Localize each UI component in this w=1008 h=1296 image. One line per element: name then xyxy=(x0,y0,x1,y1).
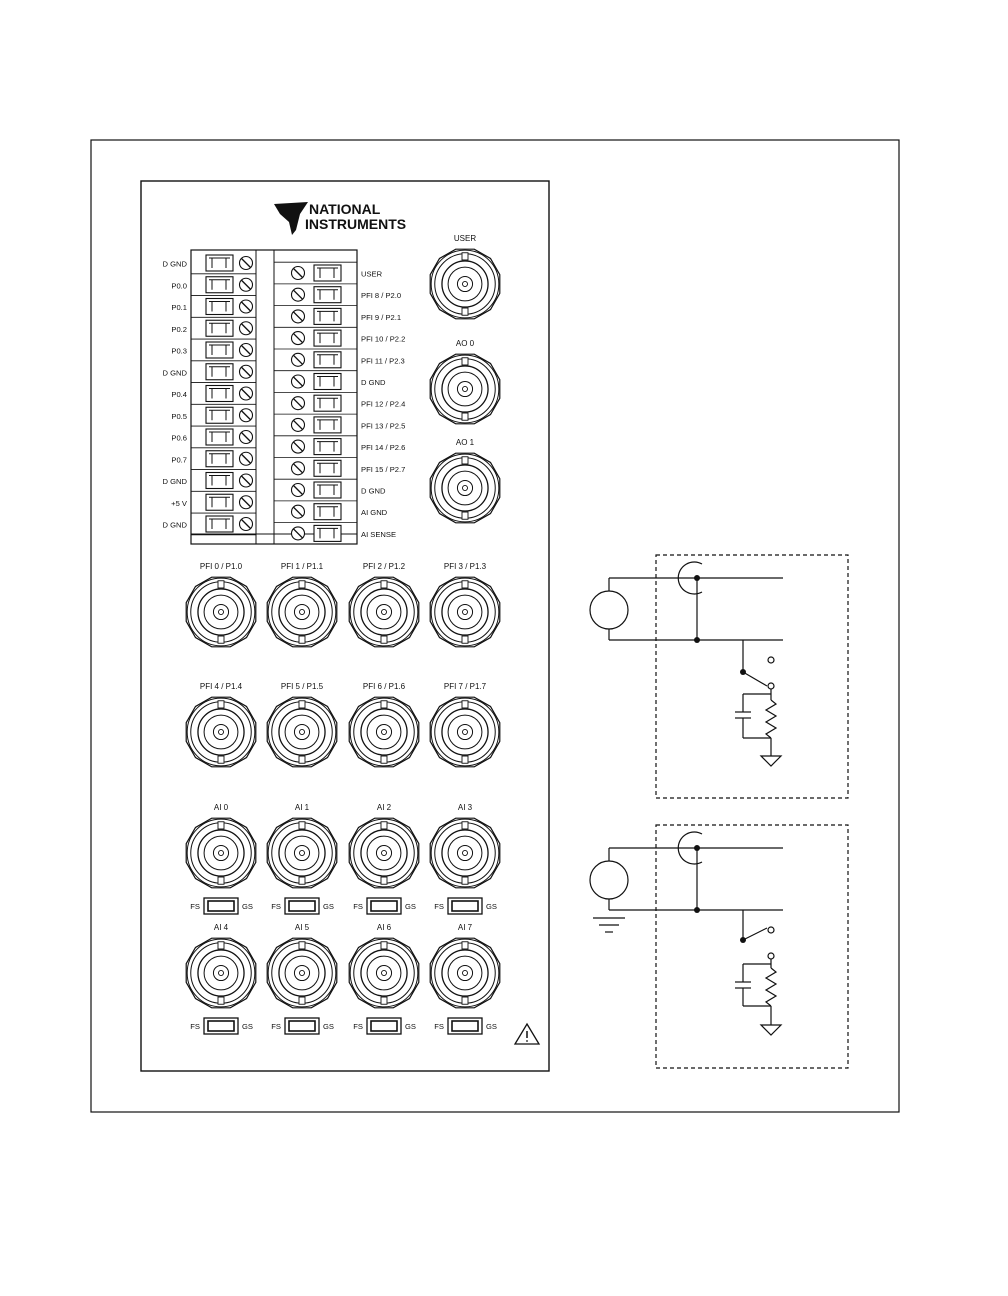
wire-clamp[interactable] xyxy=(206,364,233,380)
connector-label: PFI 3 / P1.3 xyxy=(443,562,487,571)
connector-label: PFI 1 / P1.1 xyxy=(280,562,324,571)
terminal-screw-icon[interactable] xyxy=(292,267,305,280)
right-terminal-label: PFI 15 / P2.7 xyxy=(361,464,406,474)
connector-label: AI 6 xyxy=(376,923,392,932)
switch-gs-label: GS xyxy=(486,1022,497,1031)
wire-clamp[interactable] xyxy=(314,352,341,368)
wire-clamp[interactable] xyxy=(206,473,233,489)
right-terminal-label: PFI 10 / P2.2 xyxy=(361,334,406,344)
right-terminal-label: USER xyxy=(361,269,383,279)
right-terminal-label: AI SENSE xyxy=(361,529,397,539)
switch-fs-label: FS xyxy=(190,902,200,911)
wire-clamp[interactable] xyxy=(206,429,233,445)
wire-clamp[interactable] xyxy=(314,525,341,541)
terminal-screw-icon[interactable] xyxy=(240,452,253,465)
terminal-screw-icon[interactable] xyxy=(240,431,253,444)
wire-clamp[interactable] xyxy=(314,439,341,455)
connector-label: PFI 5 / P1.5 xyxy=(280,682,324,691)
switch-gs-label: GS xyxy=(486,902,497,911)
terminal-screw-icon[interactable] xyxy=(292,353,305,366)
connector-label: PFI 2 / P1.2 xyxy=(362,562,406,571)
connector-label: AI 7 xyxy=(457,923,473,932)
connector-label: AI 4 xyxy=(213,923,229,932)
wire-clamp[interactable] xyxy=(206,516,233,532)
right-terminal-label: PFI 8 / P2.0 xyxy=(361,291,402,301)
connector-label: PFI 4 / P1.4 xyxy=(199,682,243,691)
terminal-screw-icon[interactable] xyxy=(240,496,253,509)
wire-clamp[interactable] xyxy=(314,504,341,520)
terminal-screw-icon[interactable] xyxy=(240,365,253,378)
wire-clamp[interactable] xyxy=(314,308,341,324)
wire-clamp[interactable] xyxy=(314,374,341,390)
left-terminal-label: P0.3 xyxy=(171,346,187,356)
brand-line2: INSTRUMENTS xyxy=(305,216,407,232)
terminal-screw-icon[interactable] xyxy=(240,344,253,357)
wire-clamp[interactable] xyxy=(206,342,233,358)
signal-source-icon xyxy=(590,591,628,629)
switch-fs-label: FS xyxy=(434,902,444,911)
terminal-screw-icon[interactable] xyxy=(240,300,253,313)
wire-clamp[interactable] xyxy=(206,386,233,402)
wire-clamp[interactable] xyxy=(206,451,233,467)
switch-gs-label: GS xyxy=(242,1022,253,1031)
terminal-screw-icon[interactable] xyxy=(292,462,305,475)
connector-label: AI 5 xyxy=(294,923,310,932)
wire-clamp[interactable] xyxy=(206,494,233,510)
ground-referenced-source-circuit xyxy=(590,825,848,1068)
terminal-screw-icon[interactable] xyxy=(292,527,305,540)
ground-icon xyxy=(593,918,625,932)
switch-fs-label: FS xyxy=(271,1022,281,1031)
terminal-screw-icon[interactable] xyxy=(240,518,253,531)
right-terminal-label: PFI 9 / P2.1 xyxy=(361,312,402,322)
left-terminal-label: D GND xyxy=(162,368,187,378)
right-terminal-label: D GND xyxy=(361,486,386,496)
left-terminal-label: +5 V xyxy=(171,498,187,508)
terminal-screw-icon[interactable] xyxy=(240,387,253,400)
connector-label: AI 3 xyxy=(457,803,473,812)
right-terminal-label: PFI 11 / P2.3 xyxy=(361,356,405,366)
wire-clamp[interactable] xyxy=(314,482,341,498)
terminal-screw-icon[interactable] xyxy=(240,474,253,487)
left-terminal-label: P0.5 xyxy=(171,411,187,421)
switch-fs-label: FS xyxy=(353,1022,363,1031)
connector-label: AI 1 xyxy=(294,803,310,812)
terminal-screw-icon[interactable] xyxy=(240,409,253,422)
switch-fs-label: FS xyxy=(353,902,363,911)
left-terminal-label: P0.6 xyxy=(171,433,187,443)
signal-source-icon xyxy=(590,861,628,899)
terminal-screw-icon[interactable] xyxy=(292,484,305,497)
right-terminal-label: PFI 13 / P2.5 xyxy=(361,421,406,431)
wire-clamp[interactable] xyxy=(206,299,233,315)
floating-source-circuit xyxy=(590,555,848,798)
connector-label: USER xyxy=(453,234,477,243)
terminal-screw-icon[interactable] xyxy=(292,440,305,453)
terminal-screw-icon[interactable] xyxy=(240,278,253,291)
terminal-screw-icon[interactable] xyxy=(240,257,253,270)
wire-clamp[interactable] xyxy=(206,407,233,423)
connector-label: AI 2 xyxy=(376,803,392,812)
right-terminal-label: AI GND xyxy=(361,508,388,518)
terminal-screw-icon[interactable] xyxy=(292,505,305,518)
left-terminal-label: P0.4 xyxy=(171,390,187,399)
connector-label: PFI 7 / P1.7 xyxy=(443,682,487,691)
wire-clamp[interactable] xyxy=(314,265,341,281)
wire-clamp[interactable] xyxy=(314,330,341,346)
wire-clamp[interactable] xyxy=(206,255,233,271)
right-terminal-label: PFI 14 / P2.6 xyxy=(361,443,406,453)
brand-line1: NATIONAL xyxy=(309,201,381,217)
switch-fs-label: FS xyxy=(434,1022,444,1031)
connector-label: PFI 0 / P1.0 xyxy=(199,562,243,571)
switch-gs-label: GS xyxy=(323,1022,334,1031)
left-terminal-label: P0.0 xyxy=(171,281,187,291)
switch-gs-label: GS xyxy=(242,902,253,911)
wire-clamp[interactable] xyxy=(314,395,341,411)
terminal-screw-icon[interactable] xyxy=(240,322,253,335)
switch-fs-label: FS xyxy=(190,1022,200,1031)
terminal-screw-icon[interactable] xyxy=(292,397,305,410)
terminal-screw-icon[interactable] xyxy=(292,418,305,431)
left-terminal-label: D GND xyxy=(162,477,187,486)
wire-clamp[interactable] xyxy=(314,417,341,433)
left-terminal-label: P0.7 xyxy=(171,455,187,465)
left-terminal-label: P0.2 xyxy=(171,324,187,334)
wire-clamp[interactable] xyxy=(314,287,341,303)
wire-clamp[interactable] xyxy=(314,460,341,476)
right-terminal-label: PFI 12 / P2.4 xyxy=(361,399,406,409)
terminal-screw-icon[interactable] xyxy=(292,310,305,323)
terminal-screw-icon[interactable] xyxy=(292,375,305,388)
terminal-screw-icon[interactable] xyxy=(292,288,305,301)
connector-label: AI 0 xyxy=(213,803,229,812)
connector-label: AO 1 xyxy=(455,438,475,447)
left-terminal-label: P0.1 xyxy=(171,303,187,312)
terminal-screw-icon[interactable] xyxy=(292,332,305,345)
left-terminal-label: D GND xyxy=(162,520,187,530)
switch-gs-label: GS xyxy=(323,902,334,911)
switch-gs-label: GS xyxy=(405,1022,416,1031)
connector-label: AO 0 xyxy=(455,339,475,348)
wire-clamp[interactable] xyxy=(206,320,233,336)
connector-label: PFI 6 / P1.6 xyxy=(362,682,406,691)
switch-gs-label: GS xyxy=(405,902,416,911)
left-terminal-label: D GND xyxy=(162,259,187,269)
wire-clamp[interactable] xyxy=(206,277,233,293)
right-terminal-label: D GND xyxy=(361,378,386,387)
switch-fs-label: FS xyxy=(271,902,281,911)
